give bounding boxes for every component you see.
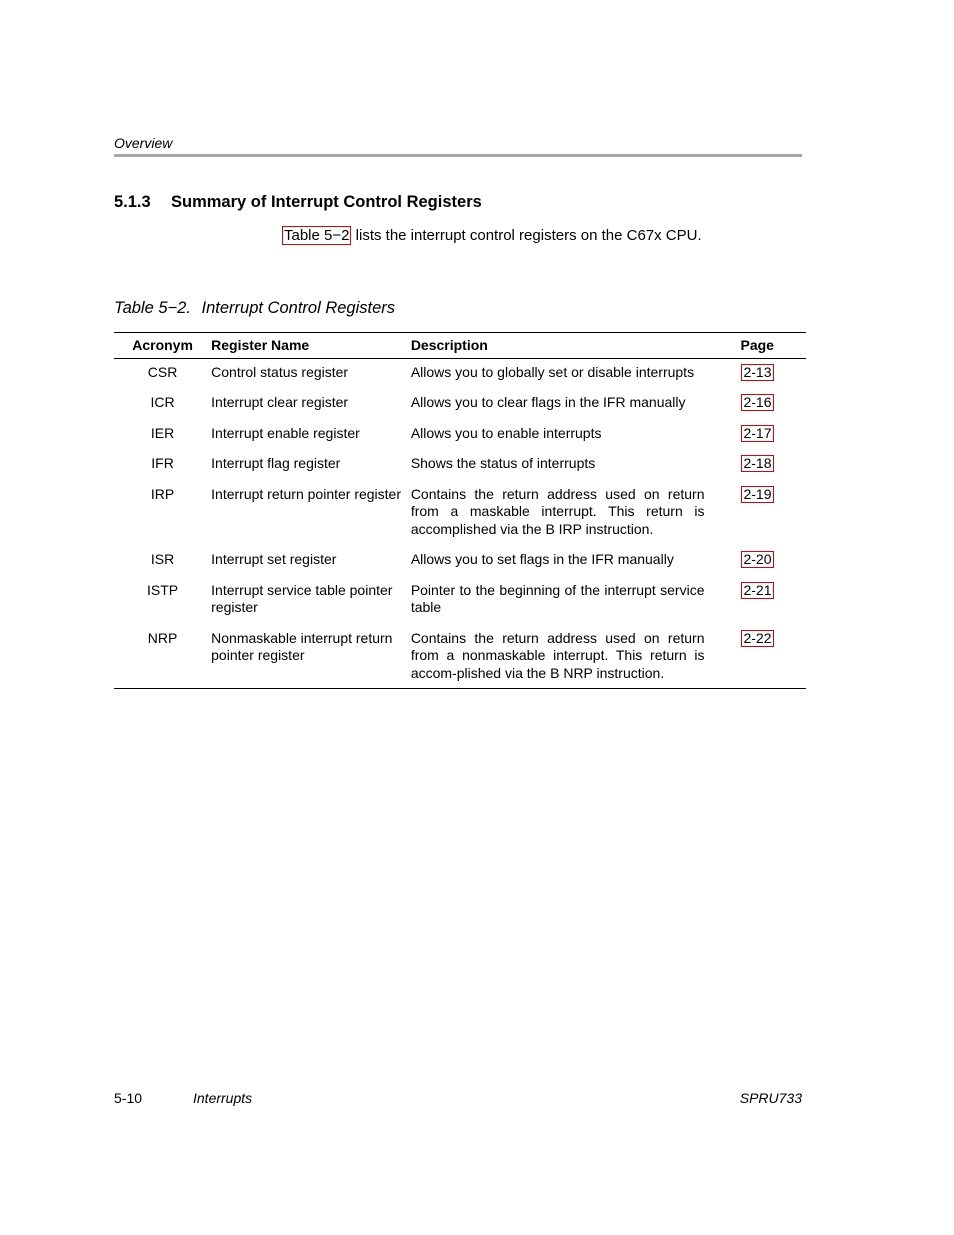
table-row [114,551,806,582]
footer-chapter-title: Interrupts [193,1090,253,1106]
header-divider [114,154,802,157]
table-row [114,425,806,456]
page-link[interactable]: 2-19 [743,485,772,502]
description-cell: Shows the status of interrupts [410,455,596,471]
acronym-cell: ISR [150,551,175,567]
column-header-page: Page [740,337,774,353]
register-name-cell: Interrupt return pointer register [211,485,402,502]
register-name-cell: Control status register [211,363,349,380]
table-row [114,582,806,630]
section-title: Summary of Interrupt Control Registers [171,193,482,211]
section-heading [114,193,482,212]
page-link[interactable]: 2-13 [743,363,772,380]
acronym-cell: IER [150,424,175,441]
register-name-cell: Interrupt flag register [211,455,341,471]
footer-page-number: 5-10 [114,1090,143,1106]
acronym-cell: ISTP [147,581,179,598]
column-header-register-name: Register Name [211,337,310,353]
intro-text: lists the interrupt control registers on the C67x CPU. [351,227,702,244]
register-name-cell: Interrupt service table pointer register [211,581,393,615]
acronym-cell: IRP [150,485,175,502]
description-cell: Pointer to the beginning of the interrupt service table [410,581,705,615]
page-cell [718,582,806,630]
acronym-cell: NRP [147,629,178,646]
page-cell [718,630,806,689]
page-cell [718,425,806,456]
page-cell [718,358,806,394]
table-cross-reference-link[interactable]: Table 5−2 [284,227,350,244]
page-link[interactable]: 2-20 [743,551,772,567]
page-cell [718,551,806,582]
description-cell: Allows you to set flags in the IFR manually [410,551,674,567]
page-link[interactable]: 2-22 [743,629,772,646]
table-caption [114,299,395,318]
table-caption-number: Table 5−2. [114,299,191,317]
table-row [114,358,806,394]
register-name-cell: Interrupt set register [211,551,337,567]
page-cell [718,486,806,552]
page-link[interactable]: 2-18 [743,455,772,471]
running-head: Overview [114,135,173,151]
acronym-cell: ICR [150,394,175,410]
register-name-cell: Interrupt clear register [211,394,349,410]
description-cell: Allows you to globally set or disable interrupts [410,363,695,380]
footer-document-id: SPRU733 [739,1090,802,1106]
register-name-cell: Nonmaskable interrupt return pointer register [211,629,393,663]
acronym-cell: IFR [151,455,174,471]
table-row [114,455,806,486]
register-name-cell: Interrupt enable register [211,424,360,441]
page-link[interactable]: 2-16 [743,394,772,410]
page-cell [718,455,806,486]
register-table [114,332,806,689]
column-header-acronym: Acronym [132,337,193,353]
description-cell: Allows you to enable interrupts [410,424,602,441]
column-header-description: Description [410,337,488,353]
intro-paragraph [282,227,702,244]
description-cell: Allows you to clear flags in the IFR manually [410,394,686,410]
table-caption-title: Interrupt Control Registers [201,299,396,317]
table-row [114,394,806,425]
table-header-row [114,333,806,359]
description-cell: Contains the return address used on return from a nonmaskable interrupt. This return is accom-plished via the B NRP instruction. [410,629,705,681]
page-link[interactable]: 2-17 [743,424,772,441]
description-cell: Contains the return address used on return from a maskable interrupt. This return is accomplished via the B IRP instruction. [410,485,705,537]
section-number: 5.1.3 [114,193,151,211]
page-cell [718,394,806,425]
table-row [114,630,806,689]
table-row [114,486,806,552]
page-link[interactable]: 2-21 [743,581,772,598]
acronym-cell: CSR [147,363,178,380]
